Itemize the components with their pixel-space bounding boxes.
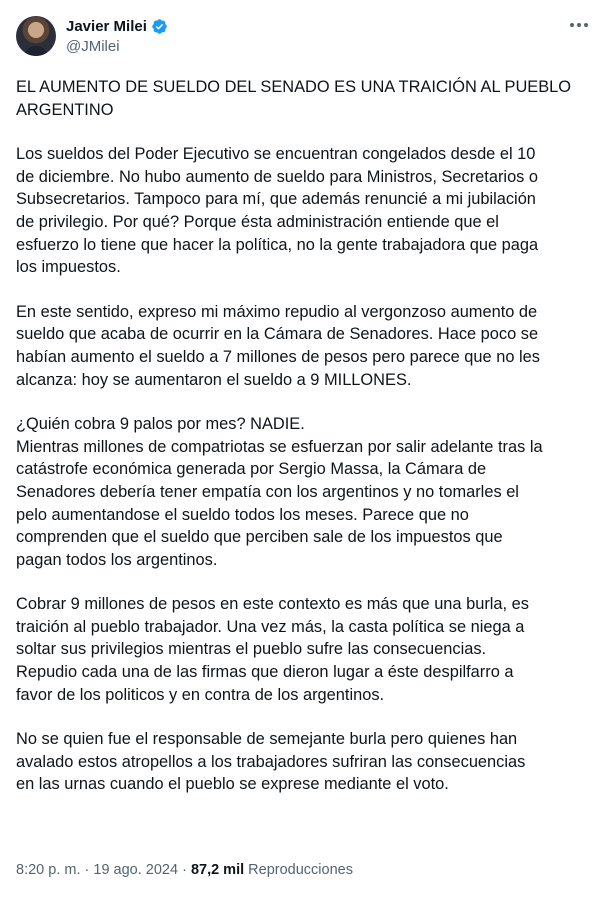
tweet-text-line: los impuestos.: [16, 258, 121, 277]
tweet-text-line: favor de los politicos y en contra de los argentinos.: [16, 685, 385, 704]
tweet-text-line: sueldo que acaba de ocurrir en la Cámara de Senadores. Hace poco se: [16, 325, 539, 344]
tweet-text-line: pagan todos los argentinos.: [16, 550, 218, 569]
tweet-text-line: de diciembre. No hubo aumento de sueldo para Ministros, Secretarios o: [16, 167, 539, 186]
views-count[interactable]: 87,2 mil: [190, 862, 245, 878]
tweet-text-line: Subsecretarios. Tampoco para mí, que además renuncié a mi jubilación: [16, 190, 536, 209]
paragraph-gap: [16, 571, 596, 593]
tweet-text-line: de privilegio. Por qué? Porque ésta administración entiende que el: [16, 212, 499, 231]
more-options-icon[interactable]: [568, 18, 590, 32]
tweet-header: [16, 14, 596, 58]
verified-badge-icon: [151, 18, 168, 35]
more-dot: [570, 23, 574, 27]
tweet-time[interactable]: 8:20 p. m.: [16, 862, 81, 878]
tweet-text-line: ARGENTINO: [16, 100, 114, 119]
tweet-text-line: pelo aumentandose el sueldo todos los meses. Parece que no: [16, 505, 469, 524]
tweet-text-line: alcanza: hoy se aumentaron el sueldo a 9 MILLONES.: [16, 370, 412, 389]
paragraph-gap: [16, 391, 596, 413]
tweet-text: [16, 76, 596, 796]
avatar-shirt: [24, 46, 48, 56]
tweet-text-line: traición al pueblo trabajador. Una vez más, la casta política se niega a: [16, 617, 525, 636]
paragraph-gap: [16, 706, 596, 728]
tweet-text-line: avalado estos atropellos a los trabajadores sufriran las consecuencias: [16, 752, 526, 771]
tweet-text-line: Senadores debería tener empatía con los argentinos y no tomarles el: [16, 482, 519, 501]
tweet-text-line: en las urnas cuando el pueblo se exprese mediante el voto.: [16, 775, 449, 794]
author-names: [66, 16, 168, 55]
author-display-name[interactable]: Javier Milei: [66, 17, 147, 35]
paragraph-gap: [16, 279, 596, 301]
views-label: Reproducciones: [248, 862, 353, 878]
tweet-text-line: habían aumento el sueldo a 7 millones de pesos pero parece que no les: [16, 347, 540, 366]
author-avatar[interactable]: [16, 16, 56, 56]
tweet-text-line: EL AUMENTO DE SUELDO DEL SENADO ES UNA TRAICIÓN AL PUEBLO: [16, 78, 572, 96]
tweet-text-line: No se quien fue el responsable de semejante burla pero quienes han: [16, 730, 518, 749]
tweet-text-line: Cobrar 9 millones de pesos en este contexto es más que una burla, es: [16, 595, 529, 614]
tweet-text-line: En este sentido, expreso mi máximo repudio al vergonzoso aumento de: [16, 302, 538, 321]
more-dot: [577, 23, 581, 27]
tweet-date[interactable]: 19 ago. 2024: [93, 862, 179, 878]
more-dot: [584, 23, 588, 27]
meta-separator: ·: [80, 862, 94, 878]
author-handle[interactable]: @JMilei: [66, 38, 120, 55]
tweet-text-line: ¿Quién cobra 9 palos por mes? NADIE.: [16, 415, 305, 434]
tweet-meta: [16, 862, 353, 878]
tweet-text-line: esfuerzo lo tiene que hacer la política, no la gente trabajadora que paga: [16, 235, 539, 254]
meta-separator: ·: [178, 862, 191, 878]
display-name-row: [66, 16, 168, 36]
tweet-text-line: soltar sus privilegios mientras el pueblo sufre las consecuencias.: [16, 640, 487, 659]
tweet-text-line: catástrofe económica generada por Sergio Massa, la Cámara de: [16, 460, 487, 479]
tweet-text-line: comprenden que el sueldo que perciben sale de los impuestos que: [16, 528, 503, 547]
paragraph-gap: [16, 121, 596, 143]
tweet-text-line: Mientras millones de compatriotas se esfuerzan por salir adelante tras la: [16, 437, 543, 456]
tweet-text-line: Los sueldos del Poder Ejecutivo se encuentran congelados desde el 10: [16, 145, 536, 164]
tweet-text-line: Repudio cada una de las firmas que dieron lugar a éste despilfarro a: [16, 663, 514, 682]
